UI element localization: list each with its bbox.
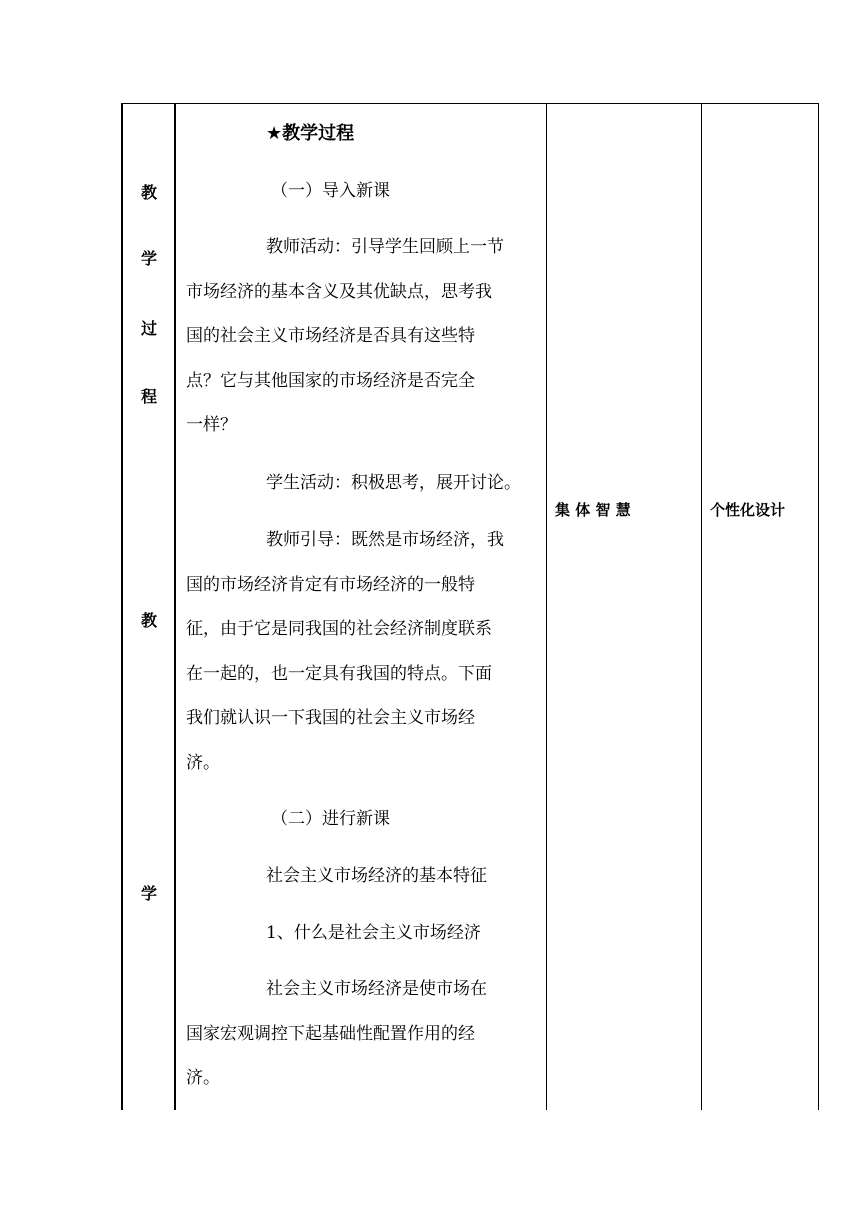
sidebar-char: 过	[140, 319, 157, 338]
sidebar-char: 学	[140, 884, 157, 903]
paragraph-line: 国家宏观调控下起基础性配置作用的经	[186, 1024, 475, 1044]
paragraph-line: 济。	[186, 1068, 220, 1088]
paragraph-line: 征，由于它是同我国的社会经济制度联系	[186, 619, 492, 639]
subsection-title: 社会主义市场经济的基本特征	[266, 866, 487, 886]
point-title: 1、什么是社会主义市场经济	[266, 923, 481, 943]
section-title: （一）导入新课	[271, 181, 390, 201]
lesson-table	[121, 103, 819, 1110]
collective-wisdom-label: 集 体 智 慧	[555, 501, 631, 519]
paragraph-line: 社会主义市场经济是使市场在	[266, 979, 487, 999]
section-heading: ★教学过程	[266, 123, 355, 144]
sidebar-char: 教	[140, 183, 157, 202]
personalized-design-label: 个性化设计	[710, 501, 786, 519]
paragraph-line: 学生活动：积极思考，展开讨论。	[266, 473, 521, 493]
paragraph-line: 国的市场经济肯定有市场经济的一般特	[186, 575, 475, 595]
paragraph-line: 教师活动：引导学生回顾上一节	[266, 237, 504, 257]
paragraph-line: 教师引导：既然是市场经济，我	[266, 530, 504, 550]
personalized-design-column	[701, 104, 819, 1110]
main-content-column	[174, 104, 547, 1110]
collective-wisdom-column	[546, 104, 702, 1110]
sidebar-char: 教	[140, 611, 157, 630]
paragraph-line: 国的社会主义市场经济是否具有这些特	[186, 326, 475, 346]
section-title: （二）进行新课	[271, 809, 390, 829]
paragraph-line: 济。	[186, 753, 220, 773]
sidebar-char: 学	[140, 249, 157, 268]
paragraph-line: 我们就认识一下我国的社会主义市场经	[186, 708, 475, 728]
sidebar-column	[121, 104, 175, 1110]
paragraph-line: 一样？	[186, 415, 237, 435]
paragraph-line: 在一起的，也一定具有我国的特点。下面	[186, 664, 492, 684]
paragraph-line: 点？它与其他国家的市场经济是否完全	[186, 371, 475, 391]
paragraph-line: 市场经济的基本含义及其优缺点，思考我	[186, 282, 492, 302]
sidebar-char: 程	[140, 387, 157, 406]
